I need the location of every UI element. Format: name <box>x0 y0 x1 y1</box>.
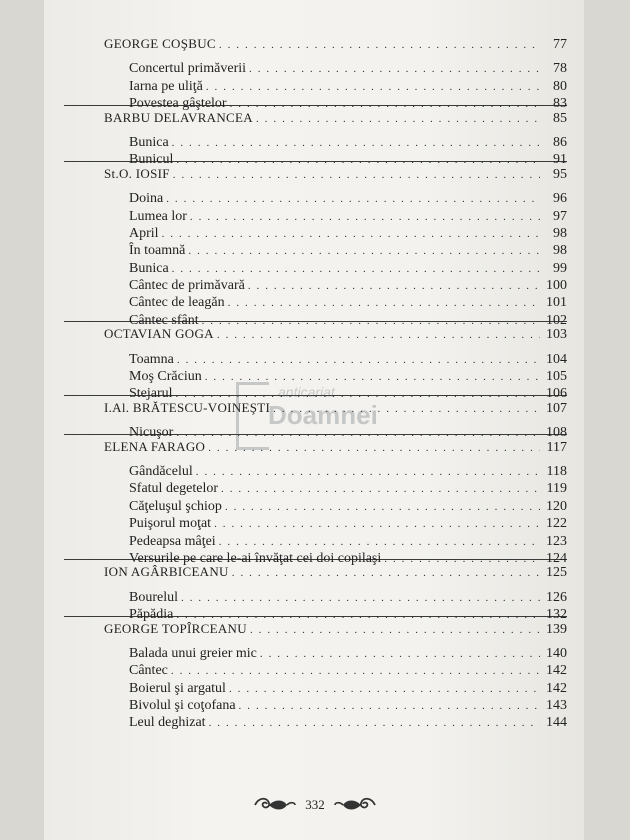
watermark-text-small: anticariat <box>278 384 335 400</box>
entry-page-number: 124 <box>546 550 567 566</box>
dot-leader <box>209 715 540 732</box>
table-of-contents <box>64 32 567 731</box>
dot-leader <box>214 516 540 533</box>
author-name: GEORGE COŞBUC <box>104 36 216 51</box>
dot-leader <box>225 499 540 516</box>
dot-leader <box>196 464 540 481</box>
toc-section <box>64 161 567 328</box>
toc-author-entry <box>64 165 567 182</box>
entry-page-number: 118 <box>546 463 567 479</box>
author-name: OCTAVIAN GOGA <box>104 326 214 342</box>
author-page-number: 139 <box>546 621 567 637</box>
dot-leader <box>232 565 540 582</box>
author-name: ION AGÂRBICEANU <box>104 564 229 580</box>
entry-page-number: 99 <box>553 260 567 276</box>
toc-author-entry <box>64 563 567 580</box>
entry-title: Pedeapsa mâţei <box>129 533 216 549</box>
entry-title: Păpădia <box>129 607 174 623</box>
entry-title: Puişorul moţat <box>129 516 212 532</box>
entry-title: Moş Crăciun <box>129 369 202 385</box>
entry-title: Doina <box>129 191 164 207</box>
author-name: GEORGE TOPÎRCEANU <box>104 620 247 636</box>
toc-section <box>64 559 567 623</box>
dot-leader <box>249 61 540 78</box>
dot-leader <box>221 481 540 498</box>
entry-page-number: 108 <box>546 425 567 441</box>
dot-leader <box>181 590 540 607</box>
ornament-left-icon <box>253 796 297 814</box>
entry-page-number: 83 <box>553 96 567 112</box>
entry-title: Bunicul <box>129 152 174 168</box>
dot-leader <box>239 698 540 715</box>
entry-title: Leul deghizat <box>129 715 206 731</box>
entry-page-number: 143 <box>546 698 567 714</box>
entry-page-number: 91 <box>553 152 567 168</box>
entry-title: În toamnă <box>129 243 186 259</box>
toc-author-entry <box>64 109 567 126</box>
entry-page-number: 101 <box>546 295 567 311</box>
entry-page-number: 86 <box>553 134 567 150</box>
toc-entry <box>64 637 567 661</box>
entry-page-number: 105 <box>546 369 567 385</box>
toc-section <box>64 616 567 731</box>
author-name: I.Al. BRĂTESCU-VOINEŞTI <box>104 399 271 415</box>
entry-title: Balada unui greier mic <box>129 645 257 661</box>
entry-page-number: 102 <box>546 312 567 328</box>
author-name: BARBU DELAVRANCEA <box>104 109 253 125</box>
entry-page-number: 140 <box>546 645 567 661</box>
toc-entry <box>64 182 567 207</box>
entry-title: April <box>129 225 159 241</box>
dot-leader <box>229 681 540 698</box>
entry-title: Cântec <box>129 663 168 679</box>
dot-leader <box>256 111 540 128</box>
dot-leader <box>172 261 540 278</box>
author-page-number: 95 <box>553 166 567 182</box>
toc-entry <box>64 581 567 605</box>
dot-leader <box>188 243 540 260</box>
entry-page-number: 98 <box>553 243 567 259</box>
dot-leader <box>219 37 540 54</box>
toc-author-entry <box>64 620 567 637</box>
entry-page-number: 142 <box>546 663 567 679</box>
author-page-number: 117 <box>546 439 567 455</box>
toc-author-entry <box>64 325 567 342</box>
entry-page-number: 106 <box>546 386 567 402</box>
entry-page-number: 142 <box>546 680 567 696</box>
entry-title: Lumea lor <box>129 208 187 224</box>
entry-page-number: 144 <box>546 715 567 731</box>
entry-title: Cântec sfânt <box>129 312 199 328</box>
author-page-number: 77 <box>553 37 567 52</box>
dot-leader <box>217 327 540 344</box>
entry-title: Cântec de leagăn <box>129 295 225 311</box>
toc-author-entry <box>64 35 567 52</box>
watermark-frame <box>236 382 269 450</box>
entry-title: Iarna pe uliţă <box>129 78 203 94</box>
dot-leader <box>166 191 540 208</box>
dot-leader <box>162 226 540 243</box>
author-page-number: 103 <box>546 327 567 343</box>
entry-page-number: 98 <box>553 225 567 241</box>
watermark-logo <box>236 382 396 454</box>
author-name: ELENA FARAGO <box>104 438 206 454</box>
entry-title: Povestea gâştelor <box>129 96 227 112</box>
entry-title: Sfatul degetelor <box>129 481 219 497</box>
entry-page-number: 123 <box>546 533 567 549</box>
dot-leader <box>190 209 540 226</box>
entry-page-number: 80 <box>553 78 567 94</box>
dot-leader <box>171 663 540 680</box>
toc-entry <box>64 455 567 479</box>
author-page-number: 107 <box>546 400 567 416</box>
entry-title: Căţeluşul şchiop <box>129 498 222 514</box>
page-number: 332 <box>305 797 325 813</box>
entry-title: Toamna <box>129 351 174 367</box>
dot-leader <box>260 646 540 663</box>
author-page-number: 85 <box>553 110 567 126</box>
dot-leader <box>172 135 540 152</box>
entry-title: Cântec de primăvară <box>129 278 245 294</box>
dot-leader <box>206 79 540 96</box>
entry-title: Bivolul şi coţofana <box>129 698 236 714</box>
entry-title: Bourelul <box>129 589 178 605</box>
toc-entry <box>64 343 567 367</box>
entry-page-number: 104 <box>546 351 567 367</box>
dot-leader <box>173 167 540 184</box>
dot-leader <box>219 534 540 551</box>
page-footer <box>0 796 630 814</box>
dot-leader <box>250 622 540 639</box>
entry-page-number: 78 <box>553 61 567 77</box>
entry-page-number: 132 <box>546 607 567 623</box>
entry-page-number: 120 <box>546 498 567 514</box>
entry-title: Gândăcelul <box>129 463 193 479</box>
author-page-number: 125 <box>546 565 567 581</box>
toc-section <box>64 35 567 112</box>
entry-page-number: 126 <box>546 589 567 605</box>
author-name: St.O. IOSIF <box>104 165 170 181</box>
entry-title: Versurile pe care le-ai învăţat cei doi copilaşi <box>129 550 382 566</box>
entry-page-number: 100 <box>546 278 567 294</box>
entry-title: Boierul şi argatul <box>129 680 226 696</box>
entry-page-number: 119 <box>546 481 567 497</box>
entry-title: Concertul primăverii <box>129 61 247 77</box>
toc-section <box>64 105 567 168</box>
entry-page-number: 96 <box>553 191 567 207</box>
ornament-right-icon <box>333 796 377 814</box>
dot-leader <box>248 278 540 295</box>
entry-title: Bunica <box>129 134 169 150</box>
dot-leader <box>228 295 540 312</box>
dot-leader <box>177 352 540 369</box>
entry-title: Nicuşor <box>129 425 174 441</box>
toc-entry <box>64 52 567 77</box>
entry-title: Stejarul <box>129 386 173 402</box>
watermark-text-large: Doamnei <box>268 400 378 430</box>
entry-page-number: 122 <box>546 516 567 532</box>
entry-title: Bunica <box>129 260 169 276</box>
toc-entry <box>64 126 567 150</box>
entry-page-number: 97 <box>553 208 567 224</box>
